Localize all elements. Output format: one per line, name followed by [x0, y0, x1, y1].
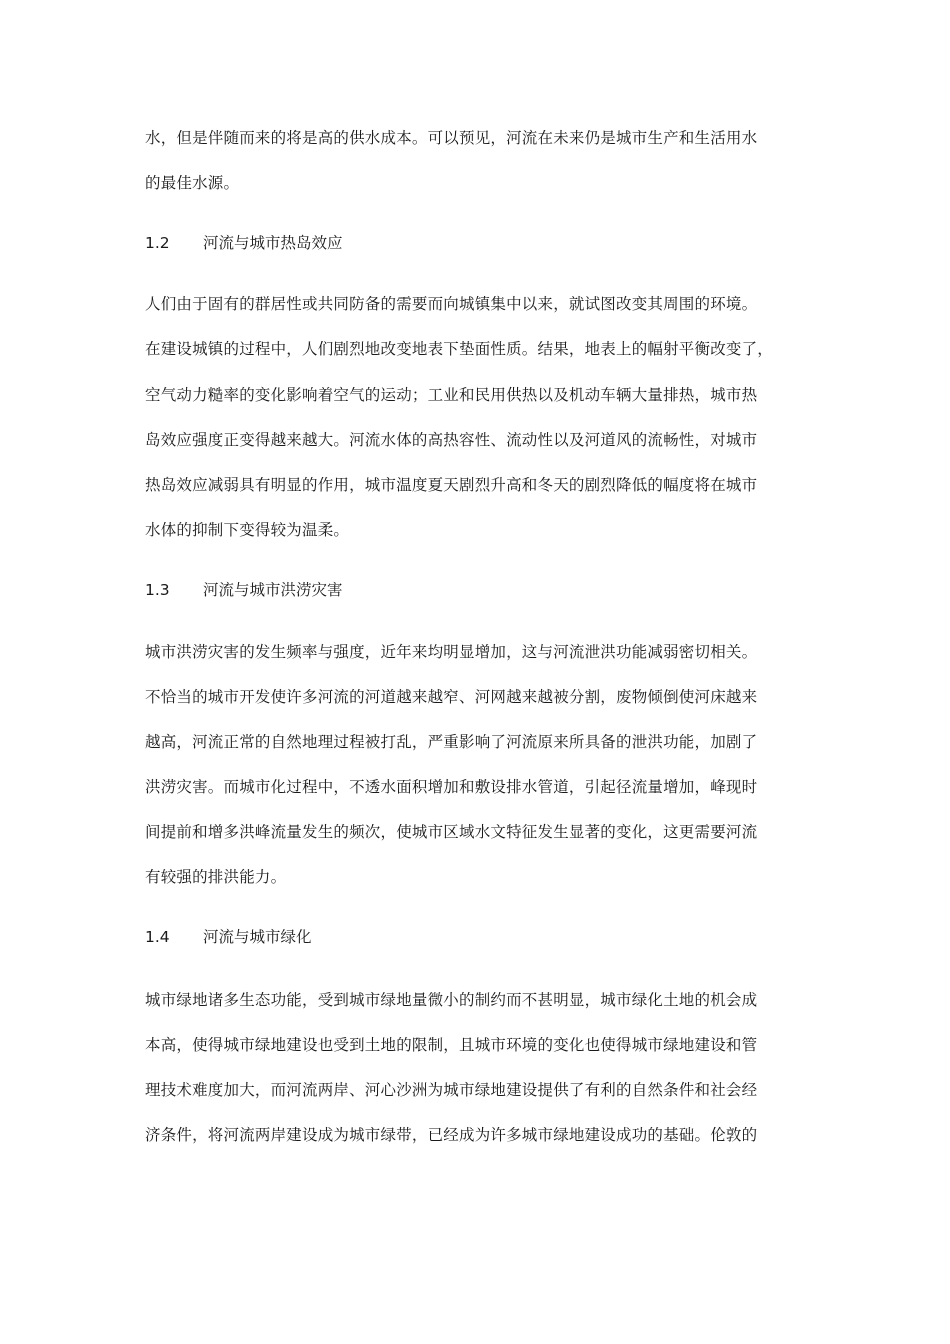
paragraph-line: 本高，使得城市绿地建设也受到土地的限制，且城市环境的变化也使得城市绿地建设和管	[145, 1036, 758, 1054]
paragraph-line: 在建设城镇的过程中，人们剧烈地改变地表下垫面性质。结果，地表上的幅射平衡改变了，	[145, 340, 774, 358]
section-heading	[145, 927, 312, 947]
paragraph-line: 不恰当的城市开发使许多河流的河道越来越窄、河网越来越被分割，废物倾倒使河床越来	[145, 688, 758, 706]
section-number: 1.3	[145, 581, 170, 599]
section-title: 河流与城市绿化	[203, 928, 312, 946]
section-title: 河流与城市热岛效应	[203, 234, 343, 252]
paragraph-line: 岛效应强度正变得越来越大。河流水体的高热容性、流动性以及河道风的流畅性，对城市	[145, 431, 758, 449]
paragraph-line: 城市洪涝灾害的发生频率与强度，近年来均明显增加，这与河流泄洪功能减弱密切相关。	[145, 643, 758, 661]
paragraph-line: 有较强的排洪能力。	[145, 868, 287, 886]
paragraph-line: 水体的抑制下变得较为温柔。	[145, 521, 350, 539]
paragraph-line: 越高，河流正常的自然地理过程被打乱，严重影响了河流原来所具备的泄洪功能，加剧了	[145, 733, 758, 751]
paragraph-line: 的最佳水源。	[145, 174, 240, 192]
paragraph-line: 洪涝灾害。而城市化过程中，不透水面积增加和敷设排水管道，引起径流量增加，峰现时	[145, 778, 758, 796]
paragraph-line: 空气动力糙率的变化影响着空气的运动；工业和民用供热以及机动车辆大量排热，城市热	[145, 386, 758, 404]
paragraph-line: 人们由于固有的群居性或共同防备的需要而向城镇集中以来，就试图改变其周围的环境。	[145, 295, 758, 313]
section-heading	[145, 233, 343, 253]
paragraph-line: 热岛效应减弱具有明显的作用，城市温度夏天剧烈升高和冬天的剧烈降低的幅度将在城市	[145, 476, 758, 494]
section-title: 河流与城市洪涝灾害	[203, 581, 343, 599]
section-number: 1.2	[145, 234, 170, 252]
paragraph-line: 间提前和增多洪峰流量发生的频次，使城市区域水文特征发生显著的变化，这更需要河流	[145, 823, 758, 841]
section-number: 1.4	[145, 928, 170, 946]
paragraph-line: 城市绿地诸多生态功能，受到城市绿地量微小的制约而不甚明显，城市绿化土地的机会成	[145, 991, 758, 1009]
paragraph-line: 济条件，将河流两岸建设成为城市绿带，已经成为许多城市绿地建设成功的基础。伦敦的	[145, 1126, 758, 1144]
paragraph-line: 水，但是伴随而来的将是高的供水成本。可以预见，河流在未来仍是城市生产和生活用水	[145, 129, 758, 147]
paragraph-line: 理技术难度加大，而河流两岸、河心沙洲为城市绿地建设提供了有利的自然条件和社会经	[145, 1081, 758, 1099]
section-heading	[145, 580, 343, 600]
